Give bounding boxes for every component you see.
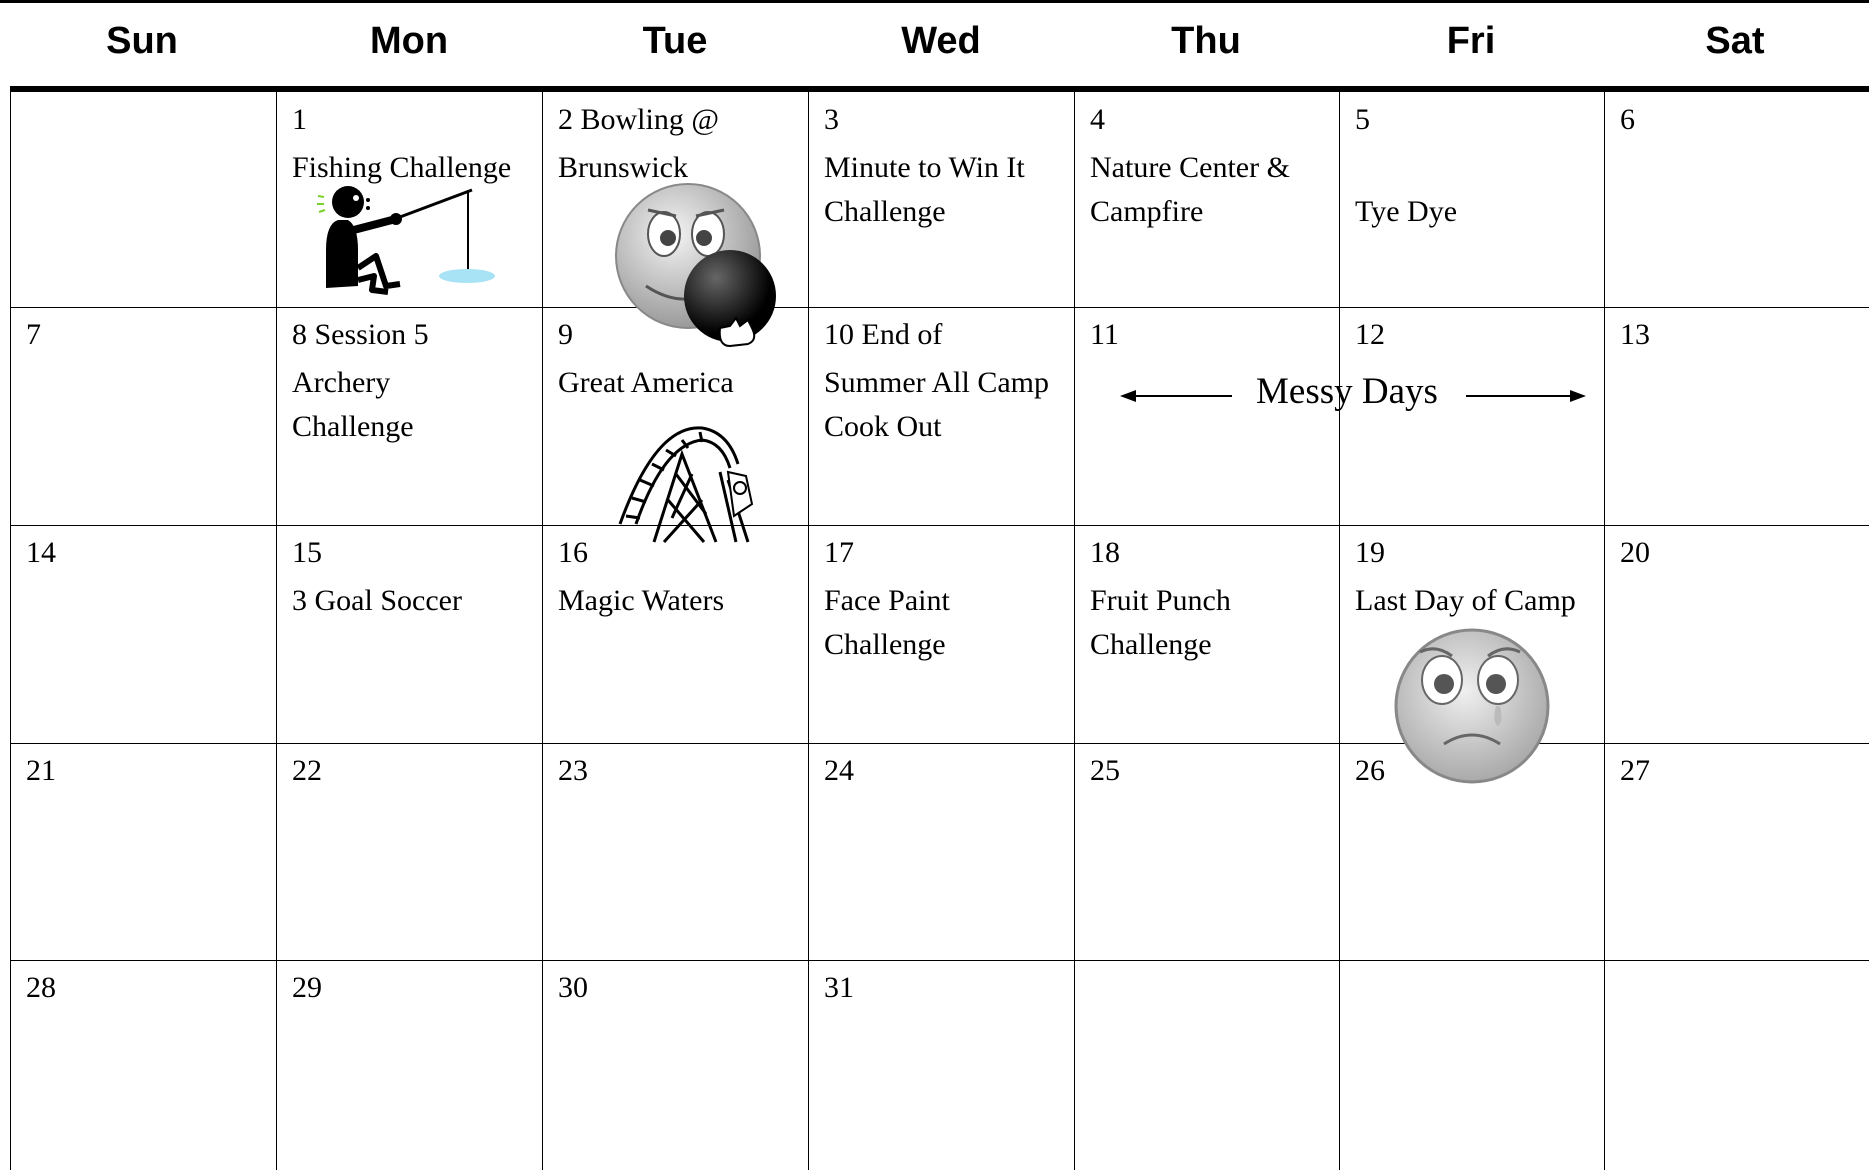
weekday-tue: Tue [642,20,708,62]
day-cell [808,525,1074,743]
day-number: 2 Bowling @ [558,103,719,136]
day-cell [1074,960,1339,1170]
messy-days-span [1120,366,1590,426]
day-number: 21 [26,754,56,787]
day-number: 15 [292,536,322,569]
day-number: 29 [292,971,322,1004]
day-cell [808,960,1074,1170]
day-number: 17 [824,536,854,569]
weekday-thu: Thu [1171,20,1241,62]
day-event: 3 Goal Soccer [292,584,462,617]
day-cell [10,743,276,960]
day-number: 6 [1620,103,1635,136]
fishing-person-icon [312,180,502,295]
day-number: 8 Session 5 [292,318,429,351]
roller-coaster-icon [616,424,764,544]
weekday-sun: Sun [106,20,178,62]
day-number: 4 [1090,103,1105,136]
day-number: 9 [558,318,573,351]
day-cell [1604,307,1869,525]
day-number: 19 [1355,536,1385,569]
day-event: Brunswick [558,151,688,184]
weekday-sat: Sat [1705,20,1765,62]
day-cell [1074,525,1339,743]
day-event: Nature Center & Campfire [1090,151,1290,228]
day-cell [808,92,1074,307]
day-number: 5 [1355,103,1370,136]
day-number: 10 End of [824,318,943,351]
day-number: 28 [26,971,56,1004]
day-number: 14 [26,536,56,569]
day-number: 31 [824,971,854,1004]
day-number: 22 [292,754,322,787]
day-number: 26 [1355,754,1385,787]
day-cell [1339,92,1604,307]
day-cell [1604,525,1869,743]
day-event: Magic Waters [558,584,725,617]
day-number: 24 [824,754,854,787]
day-cell [1604,960,1869,1170]
day-event: Summer All Camp Cook Out [824,366,1049,443]
day-event: Minute to Win It Challenge [824,151,1025,228]
day-cell [10,960,276,1170]
day-cell [1074,92,1339,307]
day-cell [1339,960,1604,1170]
day-number: 18 [1090,536,1120,569]
day-cell [276,743,542,960]
day-cell [1074,743,1339,960]
weekday-fri: Fri [1446,20,1496,62]
day-number: 7 [26,318,41,351]
weekday-wed: Wed [901,20,981,62]
day-cell [276,525,542,743]
day-cell [1604,743,1869,960]
day-number: 30 [558,971,588,1004]
day-cell [808,743,1074,960]
day-cell [10,92,276,307]
day-cell [808,307,1074,525]
day-number: 25 [1090,754,1120,787]
day-event: Last Day of Camp [1355,584,1576,617]
day-number: 16 [558,536,588,569]
weekday-header [0,0,1869,88]
weekday-mon: Mon [369,20,449,62]
day-cell [542,525,808,743]
day-number: 3 [824,103,839,136]
day-cell [1604,92,1869,307]
day-number: 13 [1620,318,1650,351]
day-event: Tye Dye [1355,195,1458,228]
day-event: Face Paint Challenge [824,584,950,661]
sad-face-icon [1392,626,1558,786]
bowling-smiley-icon [612,180,782,350]
day-number: 23 [558,754,588,787]
day-cell [10,525,276,743]
day-event: Fruit Punch Challenge [1090,584,1231,661]
day-cell [276,307,542,525]
day-number: 11 [1090,318,1119,351]
day-cell [542,960,808,1170]
day-number: 1 [292,103,307,136]
day-event: Great America [558,366,734,399]
day-cell [542,743,808,960]
day-cell [276,960,542,1170]
day-number: 20 [1620,536,1650,569]
day-number: 12 [1355,318,1385,351]
day-number: 27 [1620,754,1650,787]
day-event: Fishing Challenge [292,151,512,184]
day-event: Archery Challenge [292,366,414,443]
messy-days-label: Messy Days [1256,371,1438,412]
day-cell [10,307,276,525]
